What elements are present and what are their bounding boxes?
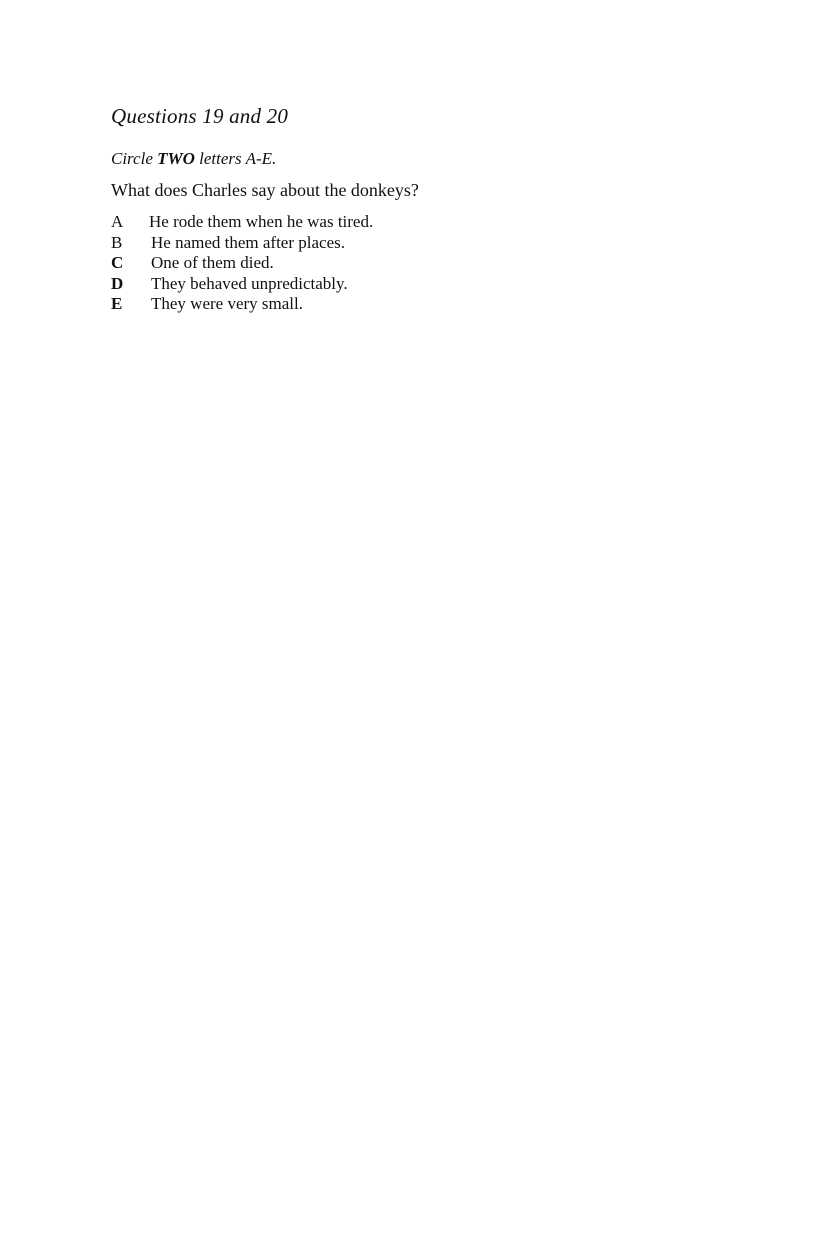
option-a — [111, 212, 511, 233]
option-letter: D — [111, 273, 124, 293]
instruction-emphasis: TWO — [157, 149, 195, 168]
option-letter: A — [111, 212, 124, 231]
option-text: They were very small. — [151, 294, 303, 313]
option-letter: B — [111, 232, 123, 252]
option-letter: C — [111, 253, 124, 272]
option-d — [111, 274, 511, 295]
option-text: He rode them when he was tired. — [149, 212, 374, 231]
option-letter: E — [111, 294, 123, 313]
option-text: They behaved unpredictably. — [151, 273, 348, 293]
question-text: What does Charles say about the donkeys? — [111, 180, 419, 200]
option-c — [111, 253, 511, 274]
instruction-suffix: letters A-E. — [194, 149, 277, 168]
instruction-line — [111, 149, 276, 169]
option-b — [111, 233, 511, 254]
answer-options-list — [111, 212, 511, 315]
option-text: He named them after places. — [151, 232, 345, 252]
questions-heading: Questions 19 and 20 — [111, 104, 289, 128]
instruction-prefix: Circle — [111, 149, 158, 168]
option-text: One of them died. — [151, 253, 274, 272]
option-e — [111, 294, 511, 315]
